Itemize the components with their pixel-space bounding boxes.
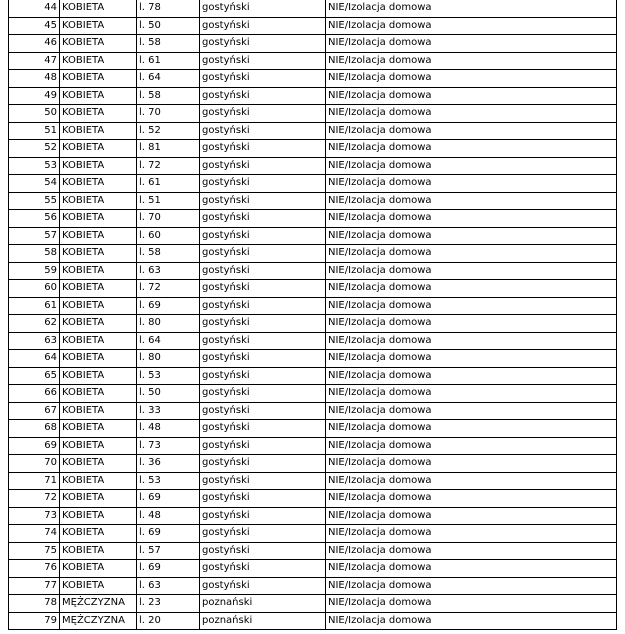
age-cell: l. 48 (137, 420, 200, 438)
row-number: 67 (9, 402, 60, 420)
row-number: 58 (9, 245, 60, 263)
age-cell: l. 69 (137, 525, 200, 543)
county-cell: gostyński (200, 105, 326, 123)
cases-table-body (9, 0, 617, 630)
table-row (9, 157, 617, 175)
age-cell: l. 51 (137, 192, 200, 210)
sex-cell: KOBIETA (60, 525, 137, 543)
table-row (9, 560, 617, 578)
county-cell: gostyński (200, 507, 326, 525)
age-cell: l. 80 (137, 315, 200, 333)
age-cell: l. 57 (137, 542, 200, 560)
age-cell: l. 53 (137, 367, 200, 385)
table-row (9, 87, 617, 105)
sex-cell: KOBIETA (60, 140, 137, 158)
table-row (9, 17, 617, 35)
age-cell: l. 61 (137, 175, 200, 193)
status-cell: NIE/Izolacja domowa (326, 192, 617, 210)
table-row (9, 315, 617, 333)
age-cell: l. 60 (137, 227, 200, 245)
row-number: 60 (9, 280, 60, 298)
status-cell: NIE/Izolacja domowa (326, 507, 617, 525)
table-row (9, 595, 617, 613)
status-cell: NIE/Izolacja domowa (326, 612, 617, 630)
age-cell: l. 48 (137, 507, 200, 525)
row-number: 75 (9, 542, 60, 560)
row-number: 73 (9, 507, 60, 525)
table-row (9, 262, 617, 280)
county-cell: gostyński (200, 437, 326, 455)
row-number: 44 (9, 0, 60, 17)
row-number: 68 (9, 420, 60, 438)
status-cell: NIE/Izolacja domowa (326, 262, 617, 280)
sex-cell: KOBIETA (60, 577, 137, 595)
table-row (9, 245, 617, 263)
table-row (9, 210, 617, 228)
sex-cell: KOBIETA (60, 175, 137, 193)
age-cell: l. 52 (137, 122, 200, 140)
county-cell: gostyński (200, 140, 326, 158)
row-number: 78 (9, 595, 60, 613)
row-number: 70 (9, 455, 60, 473)
age-cell: l. 64 (137, 70, 200, 88)
county-cell: gostyński (200, 245, 326, 263)
county-cell: poznański (200, 612, 326, 630)
table-row (9, 350, 617, 368)
age-cell: l. 70 (137, 210, 200, 228)
row-number: 77 (9, 577, 60, 595)
status-cell: NIE/Izolacja domowa (326, 140, 617, 158)
sex-cell: KOBIETA (60, 472, 137, 490)
county-cell: gostyński (200, 122, 326, 140)
table-row (9, 35, 617, 53)
table-row (9, 612, 617, 630)
sex-cell: KOBIETA (60, 542, 137, 560)
county-cell: gostyński (200, 87, 326, 105)
sex-cell: KOBIETA (60, 385, 137, 403)
sex-cell: KOBIETA (60, 210, 137, 228)
status-cell: NIE/Izolacja domowa (326, 595, 617, 613)
row-number: 52 (9, 140, 60, 158)
row-number: 46 (9, 35, 60, 53)
table-row (9, 420, 617, 438)
county-cell: gostyński (200, 332, 326, 350)
status-cell: NIE/Izolacja domowa (326, 210, 617, 228)
county-cell: gostyński (200, 297, 326, 315)
county-cell: gostyński (200, 367, 326, 385)
county-cell: gostyński (200, 472, 326, 490)
county-cell: gostyński (200, 52, 326, 70)
status-cell: NIE/Izolacja domowa (326, 122, 617, 140)
age-cell: l. 69 (137, 490, 200, 508)
status-cell: NIE/Izolacja domowa (326, 455, 617, 473)
row-number: 55 (9, 192, 60, 210)
sex-cell: KOBIETA (60, 122, 137, 140)
status-cell: NIE/Izolacja domowa (326, 332, 617, 350)
table-row (9, 70, 617, 88)
age-cell: l. 72 (137, 280, 200, 298)
table-row (9, 140, 617, 158)
age-cell: l. 50 (137, 17, 200, 35)
county-cell: gostyński (200, 560, 326, 578)
status-cell: NIE/Izolacja domowa (326, 367, 617, 385)
sex-cell: KOBIETA (60, 280, 137, 298)
row-number: 54 (9, 175, 60, 193)
county-cell: gostyński (200, 157, 326, 175)
row-number: 63 (9, 332, 60, 350)
age-cell: l. 81 (137, 140, 200, 158)
age-cell: l. 63 (137, 262, 200, 280)
sex-cell: MĘŻCZYZNA (60, 612, 137, 630)
row-number: 57 (9, 227, 60, 245)
table-row (9, 525, 617, 543)
status-cell: NIE/Izolacja domowa (326, 437, 617, 455)
table-row (9, 280, 617, 298)
status-cell: NIE/Izolacja domowa (326, 577, 617, 595)
table-row (9, 192, 617, 210)
age-cell: l. 69 (137, 560, 200, 578)
age-cell: l. 69 (137, 297, 200, 315)
county-cell: gostyński (200, 385, 326, 403)
status-cell: NIE/Izolacja domowa (326, 35, 617, 53)
county-cell: gostyński (200, 577, 326, 595)
county-cell: gostyński (200, 17, 326, 35)
county-cell: gostyński (200, 0, 326, 17)
table-row (9, 367, 617, 385)
row-number: 48 (9, 70, 60, 88)
status-cell: NIE/Izolacja domowa (326, 402, 617, 420)
county-cell: gostyński (200, 175, 326, 193)
county-cell: gostyński (200, 70, 326, 88)
sex-cell: KOBIETA (60, 87, 137, 105)
sex-cell: KOBIETA (60, 507, 137, 525)
sex-cell: KOBIETA (60, 157, 137, 175)
age-cell: l. 50 (137, 385, 200, 403)
county-cell: poznański (200, 595, 326, 613)
status-cell: NIE/Izolacja domowa (326, 490, 617, 508)
sex-cell: KOBIETA (60, 105, 137, 123)
age-cell: l. 80 (137, 350, 200, 368)
row-number: 59 (9, 262, 60, 280)
table-row (9, 122, 617, 140)
status-cell: NIE/Izolacja domowa (326, 17, 617, 35)
table-row (9, 105, 617, 123)
county-cell: gostyński (200, 315, 326, 333)
status-cell: NIE/Izolacja domowa (326, 542, 617, 560)
sex-cell: KOBIETA (60, 17, 137, 35)
sex-cell: KOBIETA (60, 350, 137, 368)
row-number: 49 (9, 87, 60, 105)
row-number: 61 (9, 297, 60, 315)
sex-cell: KOBIETA (60, 52, 137, 70)
table-row (9, 542, 617, 560)
sex-cell: KOBIETA (60, 192, 137, 210)
age-cell: l. 61 (137, 52, 200, 70)
status-cell: NIE/Izolacja domowa (326, 70, 617, 88)
sex-cell: KOBIETA (60, 35, 137, 53)
sex-cell: KOBIETA (60, 420, 137, 438)
county-cell: gostyński (200, 227, 326, 245)
sex-cell: KOBIETA (60, 402, 137, 420)
table-row (9, 52, 617, 70)
row-number: 51 (9, 122, 60, 140)
age-cell: l. 70 (137, 105, 200, 123)
status-cell: NIE/Izolacja domowa (326, 350, 617, 368)
sex-cell: KOBIETA (60, 367, 137, 385)
table-row (9, 455, 617, 473)
sex-cell: KOBIETA (60, 490, 137, 508)
row-number: 76 (9, 560, 60, 578)
sex-cell: KOBIETA (60, 560, 137, 578)
status-cell: NIE/Izolacja domowa (326, 420, 617, 438)
county-cell: gostyński (200, 350, 326, 368)
age-cell: l. 73 (137, 437, 200, 455)
row-number: 45 (9, 17, 60, 35)
age-cell: l. 63 (137, 577, 200, 595)
status-cell: NIE/Izolacja domowa (326, 52, 617, 70)
table-row (9, 472, 617, 490)
row-number: 50 (9, 105, 60, 123)
age-cell: l. 72 (137, 157, 200, 175)
status-cell: NIE/Izolacja domowa (326, 105, 617, 123)
status-cell: NIE/Izolacja domowa (326, 175, 617, 193)
age-cell: l. 58 (137, 245, 200, 263)
age-cell: l. 23 (137, 595, 200, 613)
sex-cell: KOBIETA (60, 0, 137, 17)
table-row (9, 227, 617, 245)
county-cell: gostyński (200, 262, 326, 280)
sex-cell: KOBIETA (60, 245, 137, 263)
table-row (9, 507, 617, 525)
county-cell: gostyński (200, 490, 326, 508)
sex-cell: KOBIETA (60, 437, 137, 455)
age-cell: l. 36 (137, 455, 200, 473)
age-cell: l. 58 (137, 87, 200, 105)
status-cell: NIE/Izolacja domowa (326, 472, 617, 490)
row-number: 65 (9, 367, 60, 385)
sex-cell: MĘŻCZYZNA (60, 595, 137, 613)
age-cell: l. 33 (137, 402, 200, 420)
county-cell: gostyński (200, 420, 326, 438)
row-number: 66 (9, 385, 60, 403)
table-row (9, 332, 617, 350)
row-number: 47 (9, 52, 60, 70)
table-row (9, 437, 617, 455)
sex-cell: KOBIETA (60, 332, 137, 350)
status-cell: NIE/Izolacja domowa (326, 157, 617, 175)
status-cell: NIE/Izolacja domowa (326, 297, 617, 315)
sex-cell: KOBIETA (60, 227, 137, 245)
status-cell: NIE/Izolacja domowa (326, 525, 617, 543)
county-cell: gostyński (200, 525, 326, 543)
county-cell: gostyński (200, 402, 326, 420)
county-cell: gostyński (200, 542, 326, 560)
table-row (9, 577, 617, 595)
county-cell: gostyński (200, 35, 326, 53)
row-number: 71 (9, 472, 60, 490)
cases-table (8, 0, 617, 630)
row-number: 53 (9, 157, 60, 175)
row-number: 69 (9, 437, 60, 455)
age-cell: l. 58 (137, 35, 200, 53)
status-cell: NIE/Izolacja domowa (326, 315, 617, 333)
row-number: 64 (9, 350, 60, 368)
age-cell: l. 53 (137, 472, 200, 490)
table-row (9, 0, 617, 17)
county-cell: gostyński (200, 455, 326, 473)
status-cell: NIE/Izolacja domowa (326, 87, 617, 105)
table-row (9, 297, 617, 315)
sex-cell: KOBIETA (60, 297, 137, 315)
row-number: 62 (9, 315, 60, 333)
table-row (9, 385, 617, 403)
status-cell: NIE/Izolacja domowa (326, 227, 617, 245)
county-cell: gostyński (200, 280, 326, 298)
status-cell: NIE/Izolacja domowa (326, 245, 617, 263)
status-cell: NIE/Izolacja domowa (326, 280, 617, 298)
status-cell: NIE/Izolacja domowa (326, 0, 617, 17)
table-row (9, 402, 617, 420)
sex-cell: KOBIETA (60, 262, 137, 280)
table-row (9, 175, 617, 193)
county-cell: gostyński (200, 192, 326, 210)
age-cell: l. 20 (137, 612, 200, 630)
age-cell: l. 64 (137, 332, 200, 350)
age-cell: l. 78 (137, 0, 200, 17)
table-row (9, 490, 617, 508)
county-cell: gostyński (200, 210, 326, 228)
sex-cell: KOBIETA (60, 455, 137, 473)
status-cell: NIE/Izolacja domowa (326, 560, 617, 578)
sex-cell: KOBIETA (60, 70, 137, 88)
row-number: 74 (9, 525, 60, 543)
sex-cell: KOBIETA (60, 315, 137, 333)
row-number: 79 (9, 612, 60, 630)
status-cell: NIE/Izolacja domowa (326, 385, 617, 403)
row-number: 56 (9, 210, 60, 228)
row-number: 72 (9, 490, 60, 508)
